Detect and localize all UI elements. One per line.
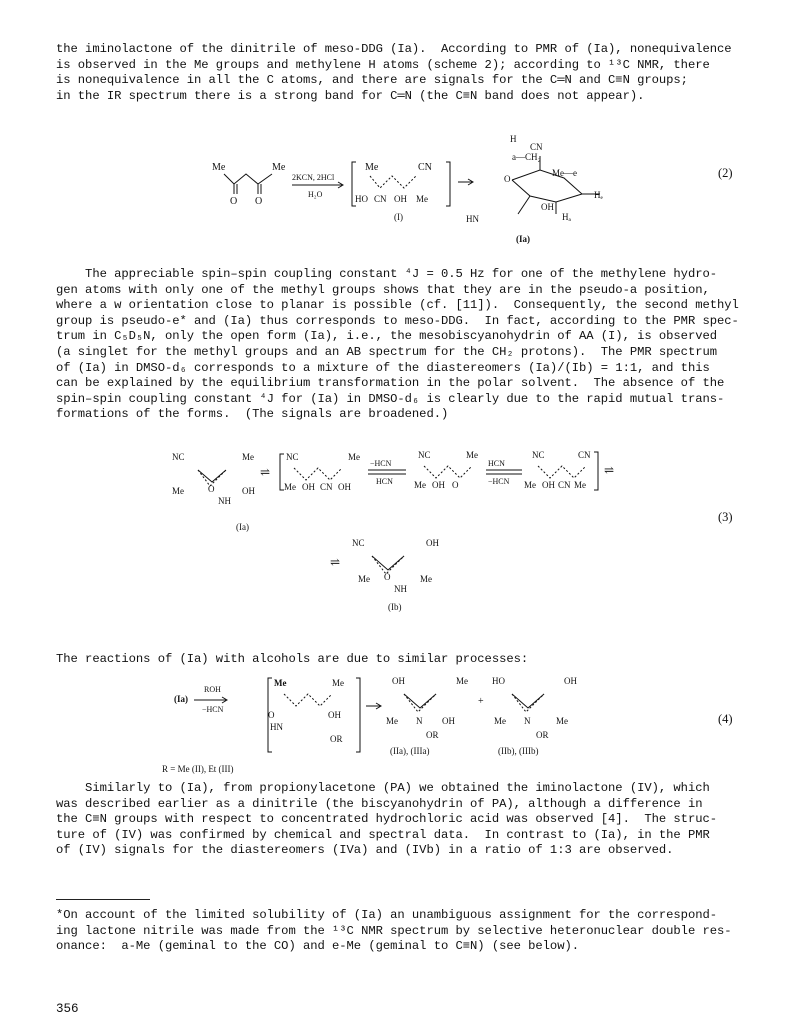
footnote-rule: [56, 899, 150, 900]
page-number: 356: [56, 1002, 79, 1016]
svg-text:Me: Me: [456, 676, 468, 686]
svg-text:HCN: HCN: [488, 459, 505, 468]
svg-text:−HCN: −HCN: [202, 705, 224, 714]
svg-text:OH: OH: [432, 480, 445, 490]
svg-text:NC: NC: [352, 538, 365, 548]
svg-text:Me: Me: [365, 162, 379, 173]
svg-text:CN: CN: [530, 142, 543, 152]
paragraph-alcohols: The reactions of (Ia) with alcohols are due to similar processes:: [56, 652, 529, 666]
s2-reagents-top: 2KCN, 2HCl: [292, 173, 335, 182]
eq-number-2: (2): [718, 166, 733, 180]
svg-text:OH: OH: [542, 480, 555, 490]
svg-text:N: N: [416, 716, 423, 726]
svg-text:Me: Me: [416, 194, 428, 204]
scheme-4: [160, 672, 600, 778]
svg-text:CN: CN: [578, 450, 591, 460]
svg-text:H: H: [510, 134, 517, 144]
svg-text:O: O: [208, 484, 215, 494]
svg-text:NC: NC: [172, 452, 185, 462]
svg-text:O: O: [452, 480, 459, 490]
svg-text:NC: NC: [286, 452, 299, 462]
svg-text:O: O: [504, 174, 511, 184]
svg-text:Me: Me: [358, 574, 370, 584]
paragraph-propionylacetone: Similarly to (Ia), from propionylacetone (PA) we obtained the iminolactone (IV), which was described earlier as a dinitrile (the biscyanohydrin of PA), although a difference in the C≡N groups with respect to concentrated hydrochloric acid was observed [4]. The struc- ture of (IV) was confirmed by chemical and spectral data. In contrast to (Ia), in the PMR of (IV) signals for the diastereomers (IVa) and (IVb) in a ratio of 1:3 are observed.: [56, 781, 717, 858]
eq-number-4: (4): [718, 712, 733, 726]
svg-text:Me: Me: [172, 486, 184, 496]
scheme-2: [200, 130, 760, 250]
svg-text:Hₑ: Hₑ: [594, 190, 603, 200]
svg-text:Hₐ: Hₐ: [562, 212, 571, 222]
eq-number-3: (3): [718, 510, 733, 524]
svg-text:OH: OH: [338, 482, 351, 492]
svg-text:Me: Me: [242, 452, 254, 462]
svg-text:OR: OR: [426, 730, 439, 740]
svg-text:⇌: ⇌: [604, 463, 615, 477]
svg-text:Me: Me: [414, 480, 426, 490]
svg-text:Me: Me: [386, 716, 398, 726]
svg-text:Me: Me: [574, 480, 586, 490]
svg-text:Me: Me: [556, 716, 568, 726]
svg-text:Me: Me: [348, 452, 360, 462]
s2-me-right: Me: [272, 162, 286, 173]
s2-reagents-bottom: H₂O: [308, 190, 323, 199]
svg-text:OH: OH: [442, 716, 455, 726]
svg-text:OR: OR: [536, 730, 549, 740]
svg-text:−HCN: −HCN: [488, 477, 510, 486]
s2-hn: HN: [466, 214, 479, 224]
svg-text:Me: Me: [274, 678, 287, 688]
s2-o2: O: [255, 196, 263, 207]
s3-label-Ia: (Ia): [236, 522, 249, 532]
s2-i-ho: HO: [355, 194, 368, 204]
svg-text:OH: OH: [392, 676, 405, 686]
svg-text:OH: OH: [302, 482, 315, 492]
svg-text:Me: Me: [284, 482, 296, 492]
svg-text:⇌: ⇌: [330, 555, 341, 569]
paragraph-intro: the iminolactone of the dinitrile of meso-DDG (Ia). According to PMR of (Ia), nonequivalence is observed in the Me groups and methylene H atoms (scheme 2); according to ¹³C NMR, there is nonequivalence in all the C atoms, and there are signals for the C═N and C≡N groups; in the IR spectrum there is a strong band for C═N (the C≡N band does not appear).: [56, 42, 732, 103]
footnote: *On account of the limited solubility of (Ia) an unambiguous assignment for the correspond- ing lactone nitrile was made from the ¹³C NMR spectrum by selective heteronuclear double res- onance: a-Me (geminal to the CO) and e-Me (geminal to C≡N) (see below).: [56, 908, 732, 954]
svg-text:Me: Me: [420, 574, 432, 584]
s2-me-e: Me—e: [552, 168, 577, 178]
svg-text:OH: OH: [541, 202, 554, 212]
svg-text:O: O: [384, 572, 391, 582]
svg-text:NH: NH: [218, 496, 231, 506]
s2-label-I: (I): [394, 212, 403, 222]
svg-text:+: +: [478, 696, 484, 707]
svg-text:NH: NH: [394, 584, 407, 594]
svg-text:HCN: HCN: [376, 477, 393, 486]
svg-text:NC: NC: [418, 450, 431, 460]
svg-text:NC: NC: [532, 450, 545, 460]
s2-label-Ia: (Ia): [516, 234, 530, 244]
svg-text:Me: Me: [524, 480, 536, 490]
svg-text:OH: OH: [394, 194, 407, 204]
s2-ach2: a—CH₂: [512, 152, 541, 162]
s4-start: (Ia): [174, 694, 188, 704]
svg-text:CN: CN: [418, 162, 432, 173]
svg-text:−HCN: −HCN: [370, 459, 392, 468]
svg-text:CN: CN: [320, 482, 333, 492]
svg-text:HO: HO: [492, 676, 505, 686]
paragraph-coupling: The appreciable spin–spin coupling constant ⁴J = 0.5 Hz for one of the methylene hydro- gen atoms with only one of the methyl groups shows that they are in the pseudo-a position, where a w orientation close to planar is possible (cf. [11]). Consequently, the second methyl group is pseudo-e* and (Ia) thus corresponds to meso-DDG. In fact, according to the PMR spec- trum in C₅D₅N, only the open form (Ia), i.e., the mesobiscyanohydrin of AA (I), is observed (a singlet for the methyl groups and an AB spectrum for the CH₂ protons). The PMR spectrum of (Ia) in DMSO-d₆ corresponds to a mixture of the diastereomers (Ia)/(Ib) = 1:1, and this can be explained by the equilibrium transformation in the polar solvent. The absence of the spin–spin coupling constant ⁴J for (Ia) in DMSO-d₆ is clearly due to the rapid mutual trans- formations of the forms. (The signals are broadened.): [56, 267, 739, 422]
svg-text:OH: OH: [328, 710, 341, 720]
s4-label-a: (IIa), (IIIa): [390, 746, 430, 756]
svg-text:OH: OH: [426, 538, 439, 548]
svg-text:OR: OR: [330, 734, 343, 744]
svg-text:OH: OH: [242, 486, 255, 496]
s4-label-b: (IIb), (IIIb): [498, 746, 539, 756]
svg-text:O: O: [268, 710, 275, 720]
svg-text:ROH: ROH: [204, 685, 221, 694]
s2-me-left: Me: [212, 162, 226, 173]
scheme-3: [160, 446, 740, 616]
svg-text:Me: Me: [494, 716, 506, 726]
s3-label-Ib: (Ib): [388, 602, 402, 612]
s4-r-def: R = Me (II), Et (III): [162, 764, 234, 774]
svg-text:CN: CN: [558, 480, 571, 490]
s2-o1: O: [230, 196, 238, 207]
svg-text:HN: HN: [270, 722, 283, 732]
svg-text:OH: OH: [564, 676, 577, 686]
svg-text:N: N: [524, 716, 531, 726]
svg-text:Me: Me: [332, 678, 344, 688]
svg-text:⇌: ⇌: [260, 465, 271, 479]
svg-text:Me: Me: [466, 450, 478, 460]
svg-text:CN: CN: [374, 194, 387, 204]
